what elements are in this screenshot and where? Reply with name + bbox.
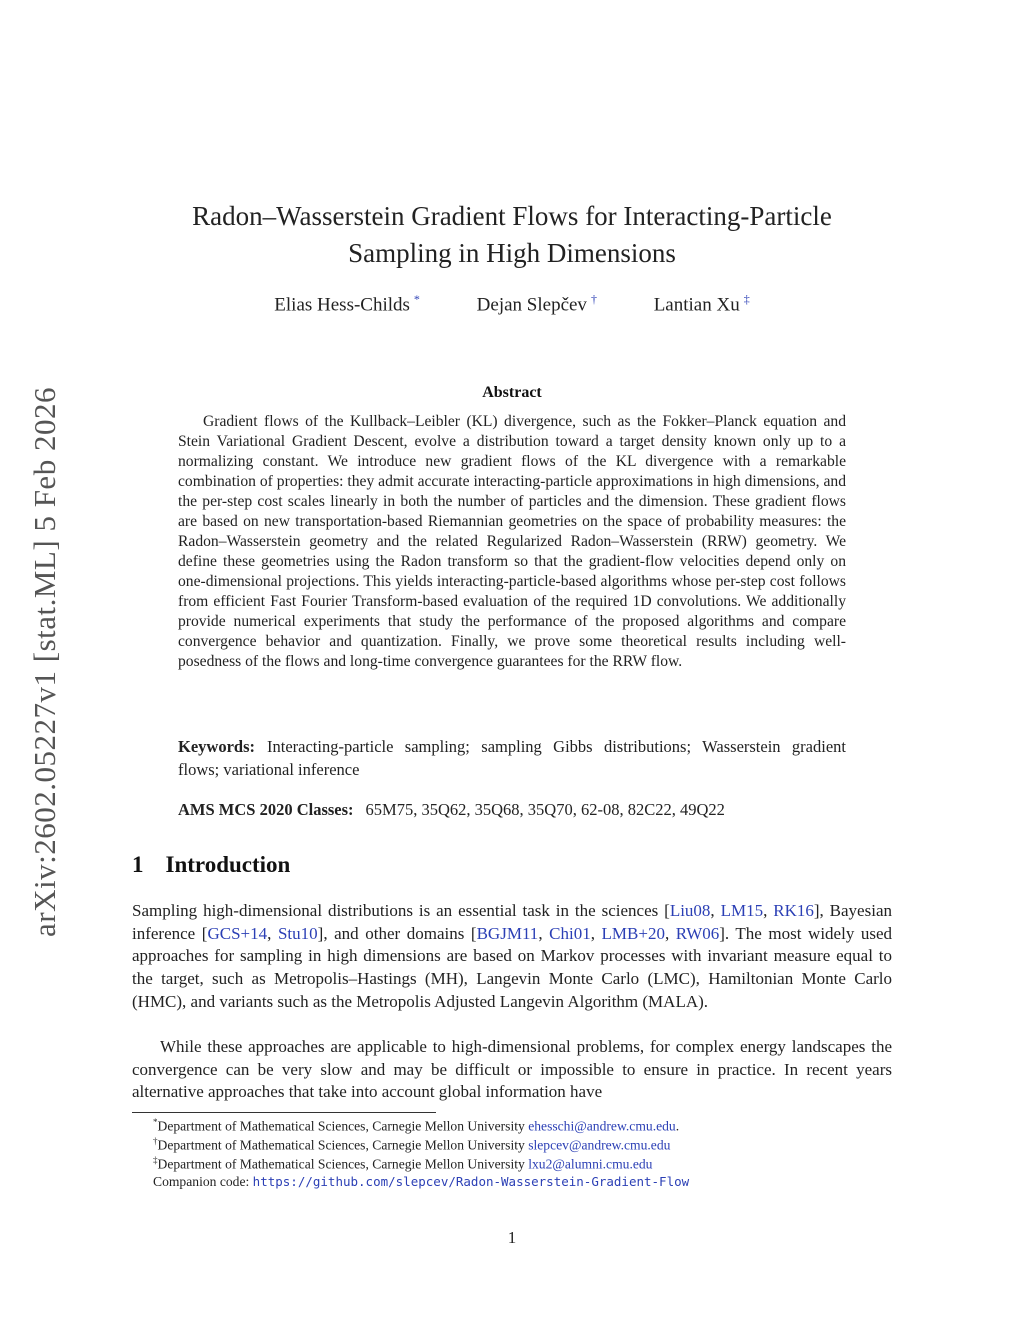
section-heading [132,852,290,878]
companion-label: Companion code: [153,1174,253,1189]
email-link[interactable]: lxu2@alumni.cmu.edu [528,1156,653,1172]
footnote-mark: ‡ [153,1155,158,1165]
citation-link[interactable]: Chi01 [549,923,591,943]
email-link[interactable]: slepcev@andrew.cmu.edu [528,1137,671,1153]
companion-code-note [153,1174,873,1190]
companion-code-link[interactable]: https://github.com/slepcev/Radon-Wasserstein-Gradient-Flow [252,1174,690,1189]
citation-link[interactable]: RW06 [675,923,720,943]
citation-link[interactable]: Liu08 [669,901,711,920]
author-name: Elias Hess-Childs [274,294,410,316]
text-run: , [710,901,721,920]
author-list [150,292,874,316]
keywords-text: Interacting-particle sampling; sampling Gibbs distributions; Wasserstein gradient flows; variational inference [178,737,846,779]
citation-link[interactable]: LMB+20 [601,923,665,943]
text-run: , [590,923,602,943]
author-name: Lantian Xu [653,294,740,316]
text-run: Sampling high-dimensional distributions is an essential task in the sciences [ [132,901,670,920]
footnote-1 [153,1117,873,1135]
arxiv-side-stamp: arXiv:2602.05227v1 [stat.ML] 5 Feb 2026 [27,387,62,937]
citation-link[interactable]: RK16 [773,901,814,920]
citation-link[interactable]: Stu10 [277,923,318,943]
author-name: Dejan Slepčev [476,294,587,316]
intro-paragraph-2: While these approaches are applicable to high-dimensional problems, for complex energy landscapes the convergence can be very slow and may be difficult or impossible to ensure in practice. In recent years alternative approaches that take into account global information have [132,1037,892,1102]
footnote-text: Department of Mathematical Sciences, Carnegie Mellon University [157,1137,529,1153]
citation-link[interactable]: LM15 [720,901,764,920]
footnote-mark: † [153,1136,158,1146]
citation-link[interactable]: GCS+14 [207,923,268,943]
email-link[interactable]: ehesschi@andrew.cmu.edu [528,1118,676,1134]
section-number: 1 [132,852,144,877]
footnote-mark: * [153,1117,158,1127]
footnote-divider [132,1112,436,1113]
text-run: , [763,901,774,920]
abstract-text: Gradient flows of the Kullback–Leibler (KL) divergence, such as the Fokker–Planck equation and Stein Variational Gradient Descent, evolve a distribution toward a target density known only up to a normalizing constant. We introduce new gradient flows of the KL divergence with a remarkable combination of properties: they admit accurate interacting-particle approximations in high dimensions, and the per-step cost scales linearly in both the number of particles and the dimension. These gradient flows are based on new transportation-based Riemannian geometries on the space of probability measures: the Radon–Wasserstein geometry and the related Regularized Radon–Wasserstein (RRW) geometry. We define these geometries using the Radon transform so that the gradient-flow velocities depend only on one-dimensional projections. This yields interacting-particle-based algorithms whose per-step cost follows from efficient Fast Fourier Transform-based evaluation of the required 1D convolutions. We additionally provide numerical experiments that study the performance of the proposed algorithms and compare convergence behavior and quantization. Finally, we prove some theoretical results including well-posedness of the flows and long-time convergence guarantees for the RRW flow. [178,413,846,670]
author-2 [477,292,597,316]
author-footnote-mark[interactable]: * [413,292,420,306]
title-line-2: Sampling in High Dimensions [348,238,676,268]
citation-link[interactable]: BGJM11 [476,923,539,943]
page-number: 1 [507,1228,517,1247]
ams-codes: 65M75, 35Q62, 35Q68, 35Q70, 62-08, 82C22, 49Q22 [365,800,725,819]
footnote-text: Department of Mathematical Sciences, Carnegie Mellon University [157,1156,529,1172]
intro-paragraph-1 [132,900,892,1014]
ams-label: AMS MCS 2020 Classes: [178,800,354,819]
keywords-label: Keywords: [178,737,255,756]
text-run: , [538,923,550,943]
footnote-tail: . [675,1118,680,1134]
text-run: , [267,923,278,943]
title-line-1: Radon–Wasserstein Gradient Flows for Interacting-Particle [192,201,832,231]
abstract-heading: Abstract [482,384,542,401]
footnote-2 [153,1136,873,1154]
text-run: ], Bayesian inference [ [132,901,892,943]
section-title: Introduction [165,852,291,877]
author-footnote-mark[interactable]: † [590,292,597,306]
author-1 [274,292,420,316]
paper-title [150,198,874,272]
text-run: ]. The most widely used approaches for sampling in high dimensions are based on Markov processes with invariant measure equal to the target, such as Metropolis–Hastings (MH), Langevin Monte Carlo (LMC), Hamiltonian Monte Carlo (HMC), and variants such as the Metropolis Adjusted Langevin Algorithm (MALA). [132,923,893,1011]
author-3 [654,292,750,316]
text-run: , [664,923,676,943]
text-run: ], and other domains [ [317,923,477,943]
footnote-text: Department of Mathematical Sciences, Carnegie Mellon University [157,1118,529,1134]
footnote-3 [153,1155,873,1173]
author-footnote-mark[interactable]: ‡ [743,292,750,306]
ams-classes [178,800,846,820]
keywords [178,735,846,781]
